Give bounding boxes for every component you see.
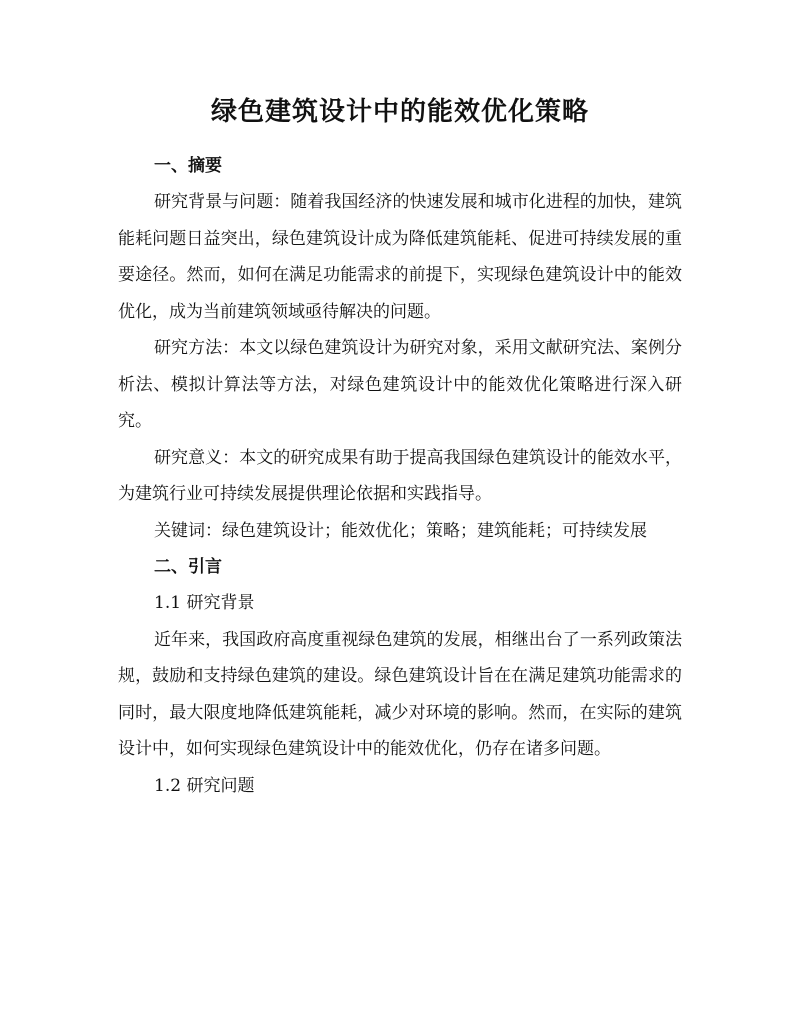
abstract-significance-paragraph: 研究意义：本文的研究成果有助于提高我国绿色建筑设计的能效水平，为建筑行业可持续发展提供理论依据和实践指导。 xyxy=(118,447,682,504)
introduction-background-paragraph: 近年来，我国政府高度重视绿色建筑的发展，相继出台了一系列政策法规，鼓励和支持绿色建筑的建设。绿色建筑设计旨在在满足建筑功能需求的同时，最大限度地降低建筑能耗，减少对环境的影响。然而，在实际的建筑设计中，如何实现绿色建筑设计中的能效优化，仍存在诸多问题。 xyxy=(118,629,682,759)
abstract-background-paragraph: 研究背景与问题：随着我国经济的快速发展和城市化进程的加快，建筑能耗问题日益突出，绿色建筑设计成为降低建筑能耗、促进可持续发展的重要途径。然而，如何在满足功能需求的前提下，实现绿色建筑设计中的能效优化，成为当前建筑领域亟待解决的问题。 xyxy=(118,192,682,322)
document-title: 绿色建筑设计中的能效优化策略 xyxy=(210,97,589,127)
abstract-heading: 一、摘要 xyxy=(154,156,222,176)
section-1-1-heading: 1.1 研究背景 xyxy=(154,593,255,613)
document-page xyxy=(118,92,682,804)
keywords-paragraph: 关键词：绿色建筑设计；能效优化；策略；建筑能耗；可持续发展 xyxy=(154,520,647,541)
section-1-2-heading: 1.2 研究问题 xyxy=(154,775,255,796)
introduction-heading: 二、引言 xyxy=(154,557,222,577)
abstract-methods-paragraph: 研究方法：本文以绿色建筑设计为研究对象，采用文献研究法、案例分析法、模拟计算法等方法，对绿色建筑设计中的能效优化策略进行深入研究。 xyxy=(118,338,682,431)
